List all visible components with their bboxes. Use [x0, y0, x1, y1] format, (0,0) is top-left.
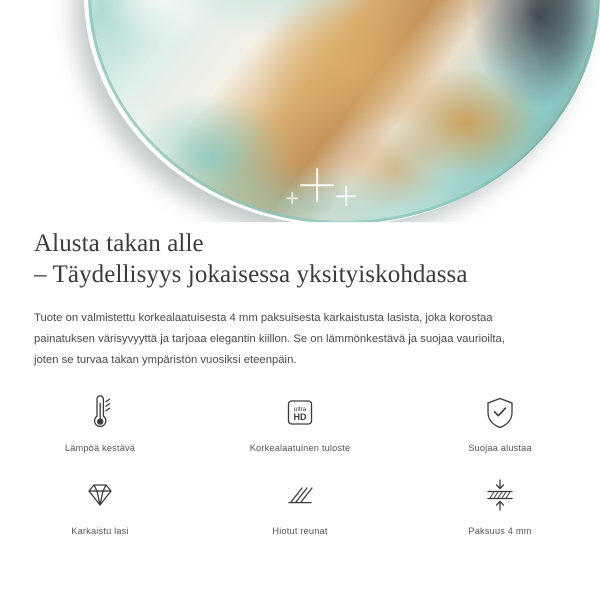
- feature-grid: [0, 392, 600, 536]
- polished-edges-icon: [280, 475, 320, 517]
- headline-line-2: – Täydellisyys jokaisessa yksityiskohdassa: [34, 261, 468, 288]
- feature-label: Paksuus 4 mm: [468, 526, 532, 536]
- feature-item-protects-surface: [400, 392, 600, 453]
- ultra-hd-icon: [280, 392, 320, 434]
- page-title: [0, 228, 600, 290]
- hero-image: [0, 0, 600, 222]
- feature-item-thickness: [400, 475, 600, 536]
- thickness-arrows-icon: [480, 475, 520, 517]
- feature-item-tempered-glass: [0, 475, 200, 536]
- text-block: [0, 228, 600, 371]
- feature-item-polished-edges: [200, 475, 400, 536]
- glass-rim: [88, 0, 600, 222]
- shield-check-icon: [483, 392, 517, 434]
- headline-line-1: Alusta takan alle: [34, 230, 204, 257]
- feature-label: Suojaa alustaa: [468, 443, 532, 453]
- feature-item-heat-resistant: [0, 392, 200, 453]
- feature-label: Hiotut reunat: [272, 526, 328, 536]
- feature-label: Korkealaatuinen tuloste: [249, 443, 351, 453]
- svg-text:ultra: ultra: [293, 406, 307, 413]
- feature-label: Lämpöä kestävä: [64, 443, 136, 453]
- diamond-icon: [80, 475, 120, 517]
- feature-label: Karkaistu lasi: [71, 526, 129, 536]
- marble-round-glass-graphic: [88, 0, 600, 222]
- feature-item-high-quality-print: [200, 392, 400, 453]
- svg-text:HD: HD: [293, 412, 307, 422]
- body-paragraph: Tuote on valmistettu korkealaatuisesta 4 mm paksuisesta karkaistusta lasista, joka korostaa painatuksen värisyvyyttä ja tarjoaa elegantin kiillon. Se on lämmönkestävä ja suojaa vaurioilta, joten se turvaa takan ympäristön vuosiksi eteenpäin.: [34, 312, 505, 366]
- thermometer-icon: [85, 392, 115, 434]
